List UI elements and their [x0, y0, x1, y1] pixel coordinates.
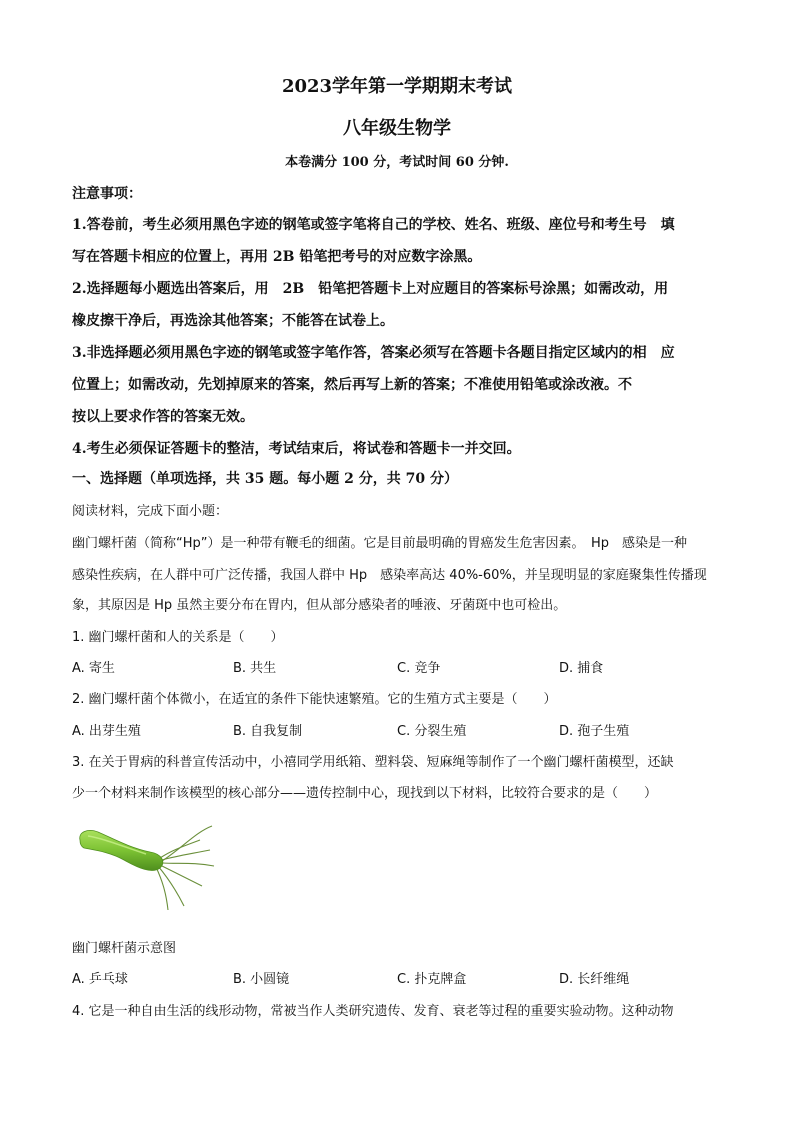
exam-title: 2023学年第一学期期末考试 [281, 76, 513, 97]
notice-line: 按以上要求作答的答案无效。 [72, 409, 254, 425]
question-3-stem: 3. 在关于胃病的科普宣传活动中，小禧同学用纸箱、塑料袋、短麻绳等制作了一个幽门螺杆菌模型，还缺 [72, 755, 674, 770]
notice-line: 3.非选择题必须用黑色字迹的钢笔或签字笔作答，答案必须写在答题卡各题目指定区域内的相 应 [72, 345, 675, 361]
section-heading: 一、选择题（单项选择，共 35 题。每小题 2 分，共 70 分） [72, 471, 458, 487]
notice-line: 2.选择题每小题选出答案后，用 2B 铅笔把答题卡上对应题目的答案标号涂黑；如需改动，用 [72, 281, 669, 297]
notice-line: 橡皮擦干净后，再选涂其他答案；不能答在试卷上。 [72, 313, 394, 329]
notice-heading: 注意事项： [72, 186, 142, 202]
question-4-stem: 4. 它是一种自由生活的线形动物，常被当作人类研究遗传、发育、衰老等过程的重要实验动物。这种动物 [72, 1004, 674, 1019]
reading-intro: 阅读材料，完成下面小题： [72, 504, 229, 519]
q1-option-d: D. 捕食 [559, 661, 604, 676]
notice-line: 写在答题卡相应的位置上，再用 2B 铅笔把考号的对应数字涂黑。 [72, 249, 482, 265]
q2-option-a: A. 出芽生殖 [72, 724, 141, 739]
question-2-stem: 2. 幽门螺杆菌个体微小，在适宜的条件下能快速繁殖。它的生殖方式主要是（ ） [72, 692, 557, 707]
bacterium-illustration [72, 820, 222, 912]
notice-line: 位置上；如需改动，先划掉原来的答案，然后再写上新的答案；不准使用铅笔或涂改液。不 [72, 377, 632, 393]
q3-option-a: A. 乒乓球 [72, 972, 128, 987]
q3-option-d: D. 长纤维绳 [559, 972, 630, 987]
passage-line: 象，其原因是 Hp 虽然主要分布在胃内，但从部分感染者的唾液、牙菌斑中也可检出。 [72, 598, 567, 613]
question-1-stem: 1. 幽门螺杆菌和人的关系是（ ） [72, 630, 284, 645]
question-3-stem: 少一个材料来制作该模型的核心部分——遗传控制中心，现找到以下材料，比较符合要求的是（ ） [72, 786, 658, 801]
exam-subject: 八年级生物学 [343, 118, 451, 139]
q1-option-a: A. 寄生 [72, 661, 115, 676]
exam-meta: 本卷满分 100 分，考试时间 60 分钟. [285, 155, 509, 170]
q3-option-c: C. 扑克牌盒 [397, 972, 467, 987]
q2-option-b: B. 自我复制 [233, 724, 303, 739]
notice-line: 1.答卷前，考生必须用黑色字迹的钢笔或签字笔将自己的学校、姓名、班级、座位号和考生号 填 [72, 217, 675, 233]
q1-option-c: C. 竞争 [397, 661, 441, 676]
q3-option-b: B. 小圆镜 [233, 972, 290, 987]
passage-line: 幽门螺杆菌（简称“Hp”）是一种带有鞭毛的细菌。它是目前最明确的胃癌发生危害因素。 Hp 感染是一种 [72, 536, 688, 551]
figure-caption: 幽门螺杆菌示意图 [72, 941, 177, 956]
passage-line: 感染性疾病，在人群中可广泛传播，我国人群中 Hp 感染率高达 40%-60%，并呈现明显的家庭聚集性传播现 [72, 568, 707, 583]
flagella [156, 826, 214, 910]
q1-option-b: B. 共生 [233, 661, 277, 676]
notice-line: 4.考生必须保证答题卡的整洁，考试结束后，将试卷和答题卡一并交回。 [72, 441, 521, 457]
q2-option-d: D. 孢子生殖 [559, 724, 630, 739]
q2-option-c: C. 分裂生殖 [397, 724, 467, 739]
